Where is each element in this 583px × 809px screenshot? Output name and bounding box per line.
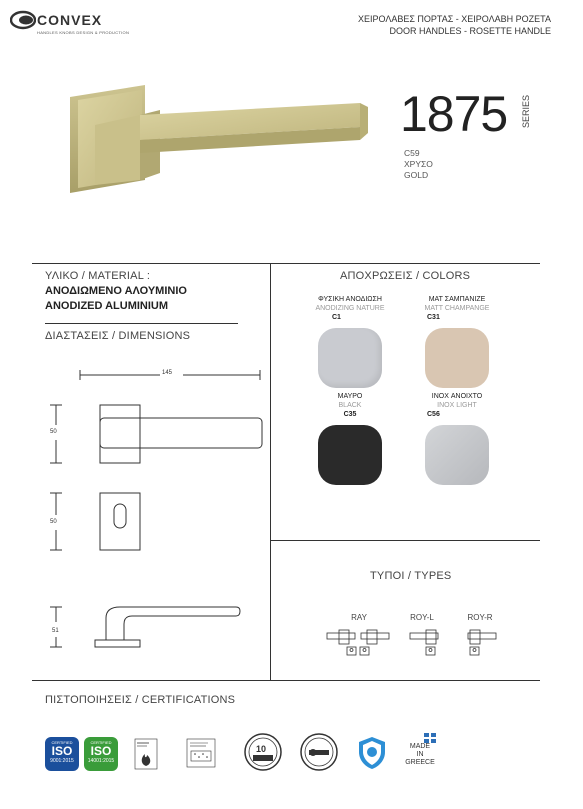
type-label-roy-l: ROY-L	[410, 613, 434, 622]
material-underline	[45, 323, 238, 324]
types-title: ΤΥΠΟΙ / TYPES	[370, 570, 452, 582]
made-in-line-3: GREECE	[405, 759, 435, 766]
series-label: SERIES	[521, 94, 531, 128]
color-code: C31	[427, 314, 440, 321]
product-color-en: GOLD	[404, 170, 429, 180]
made-in-line-1: MADE	[409, 743, 431, 750]
header-line-1: ΧΕΙΡΟΛΑΒΕΣ ΠΟΡΤΑΣ - ΧΕΙΡΟΛΑΒΗ ΡΟΖΕΤΑ	[357, 14, 551, 24]
iso-14001-badge	[84, 737, 118, 771]
iso-9001-bot: 9001:2015	[50, 758, 74, 764]
dim-height-2-label: 50	[50, 519, 57, 525]
color-code: C1	[332, 314, 341, 321]
product-image	[60, 85, 380, 205]
iso-14001-bot: 14001:2015	[87, 758, 115, 764]
ten-year-warranty-icon	[243, 732, 283, 772]
color-name-en: INOX LIGHT	[437, 402, 477, 409]
material-title: ΥΛΙΚΟ / MATERIAL :	[45, 270, 151, 282]
made-in-line-2: IN	[416, 751, 424, 758]
type-label-roy-r: ROY-R	[467, 613, 493, 622]
iso-9001-badge	[45, 737, 79, 771]
color-name-gr: ΦΥΣΙΚΗ ΑΝΟΔΙΩΣΗ	[318, 296, 382, 303]
color-name-en: MATT CHAMPANGE	[424, 305, 490, 312]
color-item	[318, 392, 400, 485]
color-item	[425, 392, 507, 485]
divider-top	[32, 263, 540, 264]
type-icon-roy-l[interactable]	[408, 627, 440, 657]
product-code: C59	[404, 148, 420, 158]
color-code: C56	[427, 411, 440, 418]
iso-14001-mid: ISO	[90, 744, 112, 758]
divider-vertical	[270, 263, 271, 680]
greek-flag-icon	[424, 733, 436, 743]
material-value-en: ANODIZED ALUMINIUM	[45, 300, 169, 312]
dim-height-1-label: 50	[50, 429, 57, 435]
dim-height-3-label: 51	[52, 628, 59, 634]
color-item	[315, 295, 400, 388]
iso-14001-top: CERTIFIED	[90, 740, 112, 745]
header-line-2: DOOR HANDLES - ROSETTE HANDLE	[389, 26, 551, 36]
dim-width-label: 145	[162, 370, 173, 376]
color-name-gr: ΜΑΤ ΣΑΜΠΑΝΙΖΕ	[428, 296, 486, 303]
fire-resistance-icon	[134, 738, 158, 770]
divider-middle	[270, 540, 540, 541]
color-swatch-c35[interactable]	[318, 425, 382, 485]
antibacterial-shield-icon	[356, 735, 388, 771]
brand-tagline: HANDLES KNOBS DESIGN & PRODUCTION	[37, 30, 130, 35]
iso-9001-top: CERTIFIED	[51, 740, 73, 745]
divider-bottom	[32, 680, 540, 681]
iso-9001-mid: ISO	[51, 744, 73, 758]
security-key-icon	[299, 732, 339, 772]
colors-title: ΑΠΟΧΡΩΣΕΙΣ / COLORS	[340, 270, 471, 282]
color-item	[425, 295, 507, 388]
material-value-gr: ΑΝΟΔΙΩΜΕΝΟ ΑΛΟΥΜΙΝΙΟ	[45, 285, 187, 297]
certifications-title: ΠΙΣΤΟΠΟΙΗΣΕΙΣ / CERTIFICATIONS	[45, 694, 236, 706]
dimensions-title: ΔΙΑΣΤΑΣΕΙΣ / DIMENSIONS	[45, 330, 191, 342]
color-swatch-c56[interactable]	[425, 425, 489, 485]
product-color-gr: ΧΡΥΣΟ	[404, 159, 433, 169]
type-icon-ray[interactable]	[325, 627, 391, 657]
color-name-en: BLACK	[338, 402, 362, 409]
color-name-en: ANODIZING NATURE	[315, 305, 385, 312]
type-icon-roy-r[interactable]	[466, 627, 498, 657]
svg-text:10: 10	[256, 744, 267, 754]
color-name-gr: ΜΑΥΡΟ	[337, 393, 363, 400]
brand-mark-icon	[10, 10, 36, 30]
color-code: C35	[343, 411, 357, 418]
salt-spray-icon	[186, 738, 216, 768]
color-swatch-c31[interactable]	[425, 328, 489, 388]
series-number: 1875	[400, 86, 508, 142]
color-swatch-c1[interactable]	[318, 328, 382, 388]
brand-logo	[10, 10, 140, 36]
brand-name: CONVEX	[37, 12, 103, 28]
type-label-ray: RAY	[351, 613, 367, 622]
dimension-drawing	[40, 360, 270, 660]
color-name-gr: INOX ΑΝΟΙΧΤΟ	[431, 393, 483, 400]
made-in-greece-badge	[400, 733, 440, 767]
